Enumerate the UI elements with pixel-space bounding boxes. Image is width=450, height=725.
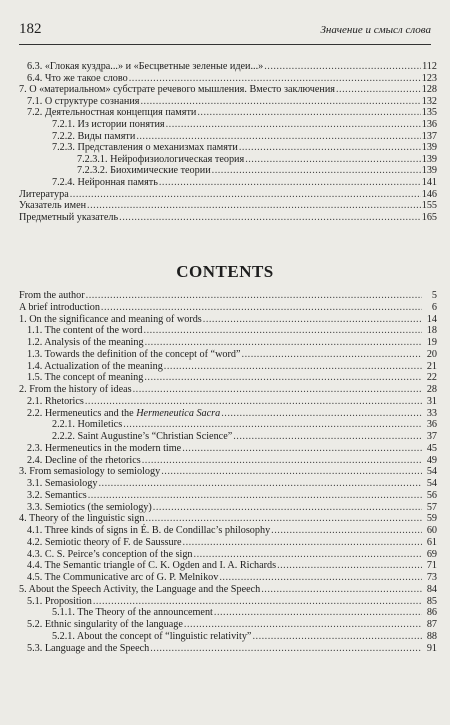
toc-entry — [19, 643, 437, 655]
toc-entry — [19, 131, 437, 143]
toc-entry-page: 57 — [426, 501, 437, 513]
toc-entry-title: 5.1.1. The Theory of the announcement — [52, 607, 213, 619]
toc-entry-page: 28 — [426, 384, 437, 395]
dot-leader — [194, 549, 422, 561]
toc-entry-page: 139 — [421, 142, 437, 154]
toc-entry-title: 5.2. Ethnic singularity of the language — [27, 619, 183, 630]
dot-leader — [123, 419, 422, 431]
toc-entry — [19, 337, 437, 349]
toc-entry — [19, 419, 437, 431]
toc-entry-title: 4.4. The Semantic triangle of C. K. Ogden and I. A. Richards — [27, 560, 277, 572]
toc-entry — [19, 302, 437, 314]
toc-entry-page: 112 — [422, 61, 437, 72]
dot-leader — [144, 325, 422, 337]
toc-entry-page: 123 — [421, 72, 437, 84]
dot-leader — [264, 61, 421, 73]
toc-entry-title: 4.3. C. S. Peirce’s conception of the sign — [27, 548, 193, 560]
contents-heading: CONTENTS — [176, 262, 274, 281]
dot-leader — [145, 513, 422, 525]
toc-entry-title: 1.4. Actualization of the meaning — [27, 360, 163, 372]
dot-leader — [197, 107, 420, 119]
toc-entry — [19, 549, 437, 561]
toc-entry-page: 33 — [426, 407, 437, 419]
dot-leader — [133, 384, 422, 396]
toc-entry-page: 19 — [426, 337, 437, 348]
toc-entry-title: 1.1. The content of the word — [27, 325, 143, 337]
dot-leader — [212, 165, 421, 177]
toc-entry — [19, 73, 437, 85]
toc-entry-title: 7.2.2. Виды памяти — [52, 130, 136, 142]
toc-entry-title: 4.2. Semiotic theory of F. de Saussure — [27, 536, 182, 548]
toc-entry — [19, 119, 437, 131]
dot-leader — [242, 349, 422, 361]
dot-leader — [221, 408, 422, 420]
toc-entry-page: 136 — [421, 118, 437, 130]
page-header — [19, 21, 431, 38]
toc-entry-page: 6 — [431, 301, 437, 313]
toc-entry-title: Литература — [19, 188, 69, 200]
toc-entry-title: 2.3. Hermeneutics in the modern time — [27, 442, 182, 454]
toc-entry-title: 2. From the history of ideas — [19, 384, 132, 395]
toc-entry — [19, 455, 437, 467]
toc-entry — [19, 619, 437, 631]
toc-entry — [19, 596, 437, 608]
toc-entry — [19, 361, 437, 373]
toc-entry-title: 2.2.1. Homiletics — [52, 419, 123, 431]
toc-entry-title: 4. Theory of the linguistic sign — [19, 513, 145, 525]
toc-entry-title: 1.2. Analysis of the meaning — [27, 337, 144, 348]
toc-entry-page: 84 — [426, 583, 437, 595]
toc-entry-page: 36 — [426, 419, 437, 431]
toc-russian-section — [19, 61, 437, 223]
toc-english-section — [19, 290, 437, 654]
dot-leader — [271, 525, 422, 537]
dot-leader — [129, 73, 421, 85]
dot-leader — [159, 177, 421, 189]
toc-entry-page: 18 — [426, 325, 437, 337]
toc-entry — [19, 466, 437, 478]
toc-entry — [19, 396, 437, 408]
toc-entry-title: A brief introduction — [19, 301, 100, 313]
dot-leader — [166, 119, 421, 131]
toc-entry — [19, 349, 437, 361]
toc-entry-page: 49 — [426, 454, 437, 466]
toc-entry — [19, 607, 437, 619]
dot-leader — [183, 537, 422, 549]
toc-entry-title: 2.1. Rhetorics — [27, 395, 84, 407]
toc-entry-title: 2.2.2. Saint Augustine’s “Christian Science” — [52, 431, 233, 442]
dot-leader — [144, 372, 422, 384]
dot-leader — [145, 337, 422, 349]
toc-entry-title: 1. On the significance and meaning of words — [19, 313, 202, 325]
toc-entry — [19, 61, 437, 73]
toc-entry — [19, 96, 437, 108]
toc-entry — [19, 537, 437, 549]
toc-entry-page: 60 — [426, 525, 437, 536]
toc-entry-title: 2.4. Decline of the rhetorics — [27, 454, 141, 466]
toc-entry-page: 139 — [421, 165, 437, 177]
toc-entry-title: 5. About the Speech Activity, the Language and the Speech — [19, 583, 261, 595]
toc-entry-title: 7.2.4. Нейронная память — [52, 176, 158, 188]
dot-leader — [93, 596, 422, 608]
dot-leader — [214, 607, 422, 619]
toc-entry — [19, 290, 437, 302]
toc-entry — [19, 372, 437, 384]
toc-entry-title: 7.2. Деятельностная концепция памяти — [27, 107, 197, 119]
toc-entry-page: 31 — [426, 395, 437, 407]
dot-leader — [184, 619, 422, 631]
toc-entry — [19, 490, 437, 502]
toc-entry-title: 4.5. The Communicative arc of G. P. Melnikov — [27, 572, 219, 583]
toc-entry-page: 71 — [426, 560, 437, 572]
page-number: 182 — [19, 21, 42, 37]
toc-entry-page: 45 — [426, 442, 437, 454]
toc-entry-page: 73 — [426, 572, 437, 583]
toc-entry-page: 88 — [426, 630, 437, 642]
toc-entry-title: 5.2.1. About the concept of “linguistic relativity” — [52, 630, 252, 642]
dot-leader — [85, 396, 422, 408]
toc-entry-page: 22 — [426, 372, 437, 384]
toc-entry-title: From the author — [19, 290, 85, 301]
toc-entry-title: 7.2.3.2. Биохимические теории — [77, 165, 211, 177]
toc-entry — [19, 431, 437, 443]
toc-entry-page: 128 — [421, 84, 437, 96]
toc-entry-title: Указатель имен — [19, 200, 87, 212]
dot-leader — [239, 142, 421, 154]
running-title: Значение и смысл слова — [320, 24, 431, 36]
toc-entry-page: 137 — [421, 130, 437, 142]
toc-entry — [19, 107, 437, 119]
toc-entry-page: 85 — [426, 595, 437, 607]
dot-leader — [161, 466, 422, 478]
toc-entry — [19, 478, 437, 490]
dot-leader — [261, 584, 422, 596]
toc-entry-page: 14 — [426, 313, 437, 325]
toc-entry-page: 54 — [426, 478, 437, 489]
toc-entry — [19, 154, 437, 166]
toc-entry — [19, 408, 437, 420]
toc-entry-page: 5 — [431, 290, 437, 301]
toc-entry — [19, 142, 437, 154]
toc-entry-title: 3.3. Semiotics (the semiology) — [27, 501, 152, 513]
toc-entry — [19, 325, 437, 337]
toc-entry-title: Предметный указатель — [19, 211, 119, 223]
toc-entry — [19, 502, 437, 514]
toc-entry-title: 7.2.1. Из истории понятия — [52, 118, 165, 130]
toc-entry-title: 5.3. Language and the Speech — [27, 642, 150, 654]
toc-entry-page: 155 — [421, 200, 437, 212]
dot-leader — [219, 572, 422, 584]
dot-leader — [203, 314, 422, 326]
toc-entry-page: 37 — [426, 431, 437, 442]
toc-entry — [19, 165, 437, 177]
toc-entry-title: 7.2.3. Представления о механизмах памяти — [52, 142, 238, 154]
dot-leader — [182, 443, 422, 455]
toc-entry — [19, 443, 437, 455]
toc-entry-page: 61 — [426, 536, 437, 548]
toc-entry-title: 4.1. Three kinds of signs in É. B. de Condillac’s philosophy — [27, 525, 271, 536]
toc-entry-page: 86 — [426, 607, 437, 619]
dot-leader — [136, 131, 420, 143]
toc-entry-page: 20 — [426, 348, 437, 360]
toc-entry — [19, 572, 437, 584]
dot-leader — [336, 84, 421, 96]
toc-entry — [19, 560, 437, 572]
toc-entry-page: 132 — [421, 95, 437, 107]
toc-entry-title: 7. О «материальном» субстрате речевого мышления. Вместо заключения — [19, 84, 335, 96]
dot-leader — [98, 478, 422, 490]
toc-entry-page: 91 — [426, 642, 437, 654]
toc-entry-page: 21 — [426, 360, 437, 372]
toc-entry-title: 5.1. Proposition — [27, 595, 92, 607]
toc-entry — [19, 314, 437, 326]
dot-leader — [150, 643, 422, 655]
toc-entry — [19, 84, 437, 96]
toc-entry-title: 2.2. Hermeneutics and the Hermeneutica Sacra — [27, 407, 221, 419]
toc-entry-title: 3.1. Semasiology — [27, 478, 98, 489]
toc-entry-title: 7.1. О структуре сознания — [27, 95, 140, 107]
toc-entry-title: 6.3. «Глокая куздра...» и «Бесцветные зеленые идеи...» — [27, 61, 264, 72]
dot-leader — [88, 490, 422, 502]
dot-leader — [70, 189, 421, 201]
toc-entry — [19, 200, 437, 212]
dot-leader — [245, 154, 421, 166]
dot-leader — [101, 302, 422, 314]
toc-entry-page: 141 — [421, 176, 437, 188]
dot-leader — [164, 361, 422, 373]
toc-entry — [19, 525, 437, 537]
toc-entry — [19, 631, 437, 643]
dot-leader — [119, 212, 421, 224]
toc-entry-title: 7.2.3.1. Нейрофизиологическая теория — [77, 153, 245, 165]
dot-leader — [233, 431, 422, 443]
toc-entry-page: 54 — [426, 466, 437, 478]
toc-entry — [19, 513, 437, 525]
dot-leader — [252, 631, 422, 643]
toc-entry-page: 87 — [426, 619, 437, 630]
toc-entry — [19, 177, 437, 189]
toc-entry — [19, 212, 437, 224]
dot-leader — [86, 290, 422, 302]
toc-entry-title: 1.3. Towards the definition of the concept of “word” — [27, 348, 241, 360]
toc-entry-page: 59 — [426, 513, 437, 525]
toc-entry — [19, 189, 437, 201]
toc-entry-title: 3.2. Semantics — [27, 489, 87, 501]
dot-leader — [153, 502, 422, 514]
toc-entry — [19, 584, 437, 596]
dot-leader — [142, 455, 422, 467]
header-rule — [19, 44, 431, 45]
toc-entry-page: 135 — [421, 107, 437, 119]
dot-leader — [140, 96, 420, 108]
toc-entry-title: 3. From semasiology to semiology — [19, 466, 161, 478]
toc-entry-title: 6.4. Что же такое слово — [27, 72, 128, 84]
dot-leader — [87, 200, 421, 212]
toc-entry-page: 165 — [421, 211, 437, 223]
toc-entry-title: 1.5. The concept of meaning — [27, 372, 144, 384]
toc-entry-page: 139 — [421, 153, 437, 165]
dot-leader — [277, 560, 422, 572]
toc-entry-page: 56 — [426, 489, 437, 501]
toc-entry-page: 146 — [421, 188, 437, 200]
toc-entry-page: 69 — [426, 548, 437, 560]
toc-entry — [19, 384, 437, 396]
